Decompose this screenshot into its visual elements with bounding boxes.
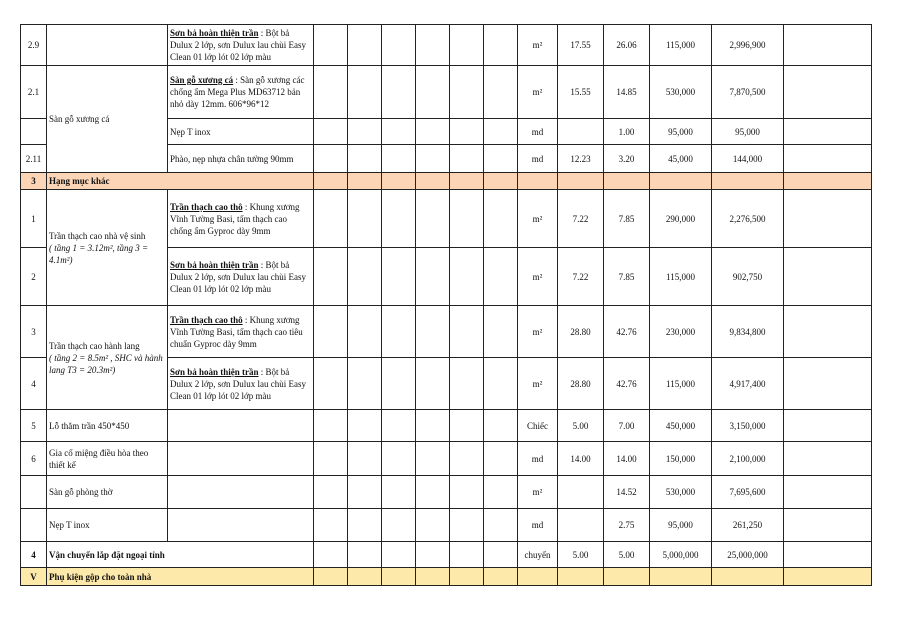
table-row: 4 Sơn bả hoàn thiện trần : Bột bả Dulux 2 lớp, sơn Dulux lau chùi Easy Clean 01 lớp lót 02 lớp màu m² 28.80 42.76 115,000 4,917,400 <box>21 358 872 410</box>
table-row: 2.9 Sơn bả hoàn thiện trần : Bột bả Dulux 2 lớp, sơn Dulux lau chùi Easy Clean 01 lớp lót 02 lớp màu m² 17.55 26.06 115,000 2,996,900 <box>21 25 872 66</box>
section-title: Hạng mục khác <box>47 173 314 190</box>
table-row: 3 Trần thạch cao hành lang ( tầng 2 = 8.5m² , SHC và hành lang T3 = 20.3m²) Trần thạch cao thô : Khung xương Vĩnh Tường Basi, tấm thạch cao tiêu chuẩn Gyproc dày 9mm m² 28.80 42.76 230,000 9,834,800 <box>21 306 872 358</box>
table-row: Nẹp T inox md 2.75 95,000 261,250 <box>21 509 872 542</box>
table-row: Nẹp T inox md 1.00 95,000 95,000 <box>21 119 872 145</box>
section-row: V Phụ kiện gộp cho toàn nhà <box>21 568 872 586</box>
row-stt: 2.9 <box>21 25 47 66</box>
table-row: 1 Trần thạch cao nhà vệ sinh ( tầng 1 = 3.12m², tầng 3 = 4.1m²) Trần thạch cao thô : Khung xương Vĩnh Tường Basi, tấm thạch cao chống ẩm Gyproc dày 9mm m² 7.22 7.85 290,000 2,276,500 <box>21 190 872 248</box>
section-row: 3 Hạng mục khác <box>21 173 872 190</box>
row-desc: Sơn bả hoàn thiện trần : Bột bả Dulux 2 lớp, sơn Dulux lau chùi Easy Clean 01 lớp lót 02 lớp màu <box>168 25 314 66</box>
table-row: 2.11 Phào, nẹp nhựa chân tường 90mm md 12.23 3.20 45,000 144,000 <box>21 145 872 173</box>
table-row: 2 Sơn bả hoàn thiện trần : Bột bả Dulux 2 lớp, sơn Dulux lau chùi Easy Clean 01 lớp lót 02 lớp màu m² 7.22 7.85 115,000 902,750 <box>21 248 872 306</box>
boq-table <box>20 24 872 586</box>
row-group: Trần thạch cao hành lang ( tầng 2 = 8.5m² , SHC và hành lang T3 = 20.3m²) <box>47 306 168 410</box>
table-row: 2.1 Sàn gỗ xương cá Sàn gỗ xương cá : Sàn gỗ xương các chống ẩm Mega Plus MD63712 bản nhỏ dày 12mm. 606*96*12 m² 15.55 14.85 530,000 7,870,500 <box>21 66 872 119</box>
row-group <box>47 25 168 66</box>
row-unit: m² <box>518 25 558 66</box>
row-group: Sàn gỗ xương cá <box>47 66 168 173</box>
table-row: 6 Gia cố miệng điều hòa theo thiết kế md 14.00 14.00 150,000 2,100,000 <box>21 442 872 476</box>
table-row: 5 Lỗ thăm trần 450*450 Chiếc 5.00 7.00 450,000 3,150,000 <box>21 410 872 442</box>
section-title: Phụ kiện gộp cho toàn nhà <box>47 568 314 586</box>
table-row: Sàn gỗ phòng thờ m² 14.52 530,000 7,695,600 <box>21 476 872 509</box>
row-group: Trần thạch cao nhà vệ sinh ( tầng 1 = 3.12m², tầng 3 = 4.1m²) <box>47 190 168 306</box>
table-row: 4 Vận chuyển lắp đặt ngoại tỉnh chuyến 5.00 5.00 5,000,000 25,000,000 <box>21 542 872 568</box>
